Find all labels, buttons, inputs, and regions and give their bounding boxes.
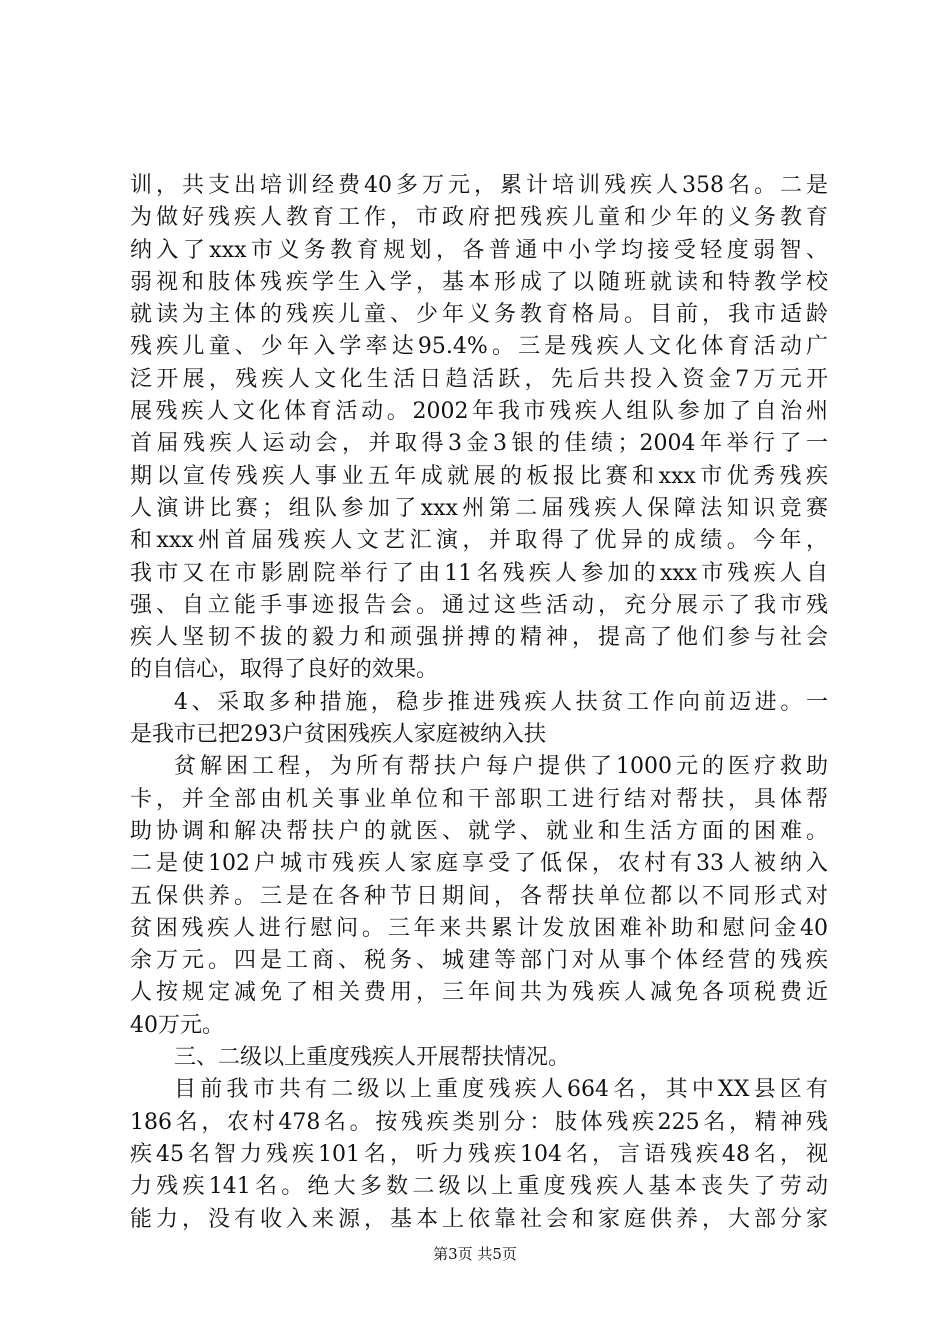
text-line: 残疾儿童、少年入学率达95.4%。三是残疾人文化体育活动广 [130, 334, 828, 360]
text-line: 40万元。 [130, 1012, 224, 1038]
text-line: 4、采取多种措施，稳步推进残疾人扶贫工作向前迈进。一 [174, 689, 828, 715]
text-line: 展残疾人文化体育活动。2002年我市残疾人组队参加了自治州 [130, 399, 828, 425]
text-line: 贫解困工程，为所有帮扶户每户提供了1000元的医疗救助 [174, 754, 828, 780]
text-line: 首届残疾人运动会，并取得3金3银的佳绩；2004年举行了一 [130, 431, 828, 457]
text-line: 力残疾141名。绝大多数二级以上重度残疾人基本丧失了劳动 [130, 1174, 828, 1200]
text-line: 助协调和解决帮扶户的就医、就学、就业和生活方面的困难。 [130, 818, 828, 844]
text-line: 目前我市共有二级以上重度残疾人664名，其中XX县区有 [174, 1077, 828, 1103]
text-line: 泛开展，残疾人文化生活日趋活跃，先后共投入资金7万元开 [130, 366, 828, 392]
text-line: 和xxx州首届残疾人文艺汇演，并取得了优异的成绩。今年， [130, 528, 828, 554]
text-line: 弱视和肢体残疾学生入学，基本形成了以随班就读和特教学校 [130, 269, 828, 295]
text-line: 二是使102户城市残疾人家庭享受了低保，农村有33人被纳入 [130, 851, 828, 877]
text-line: 人演讲比赛；组队参加了xxx州第二届残疾人保障法知识竞赛 [130, 495, 828, 521]
text-line: 卡，并全部由机关事业单位和干部职工进行结对帮扶，具体帮 [130, 786, 828, 812]
document-body [130, 170, 828, 1236]
text-line: 疾45名智力残疾101名，听力残疾104名，言语残疾48名，视 [130, 1141, 828, 1167]
text-line: 就读为主体的残疾儿童、少年义务教育格局。目前，我市适龄 [130, 302, 828, 328]
text-line: 纳入了xxx市义务教育规划，各普通中小学均接受轻度弱智、 [130, 237, 828, 263]
text-line: 强、自立能手事迹报告会。通过这些活动，充分展示了我市残 [130, 592, 828, 618]
text-line: 训，共支出培训经费40多万元，累计培训残疾人358名。二是 [130, 173, 828, 198]
text-line: 三、二级以上重度残疾人开展帮扶情况。 [174, 1045, 571, 1071]
text-line: 余万元。四是工商、税务、城建等部门对从事个体经营的残疾 [130, 948, 828, 974]
text-line: 疾人坚韧不拔的毅力和顽强拼搏的精神，提高了他们参与社会 [130, 625, 828, 651]
text-line: 我市又在市影剧院举行了由11名残疾人参加的xxx市残疾人自 [130, 560, 828, 586]
text-line: 期以宣传残疾人事业五年成就展的板报比赛和xxx市优秀残疾 [130, 463, 828, 489]
text-line: 的自信心，取得了良好的效果。 [130, 657, 439, 683]
text-line: 是我市已把293户贫困残疾人家庭被纳入扶 [130, 722, 546, 748]
text-line: 186名，农村478名。按残疾类别分：肢体残疾225名，精神残 [130, 1109, 828, 1135]
text-line: 人按规定减免了相关费用，三年间共为残疾人减免各项税费近 [130, 980, 828, 1006]
text-line: 能力，没有收入来源，基本上依靠社会和家庭供养，大部分家 [130, 1206, 828, 1232]
text-line: 为做好残疾人教育工作，市政府把残疾儿童和少年的义务教育 [130, 205, 828, 231]
page-footer: 第3页 共5页 [433, 1245, 517, 1263]
text-line: 五保供养。三是在各种节日期间，各帮扶单位都以不同形式对 [130, 883, 828, 909]
text-line: 贫困残疾人进行慰问。三年来共累计发放困难补助和慰问金40 [130, 915, 828, 941]
